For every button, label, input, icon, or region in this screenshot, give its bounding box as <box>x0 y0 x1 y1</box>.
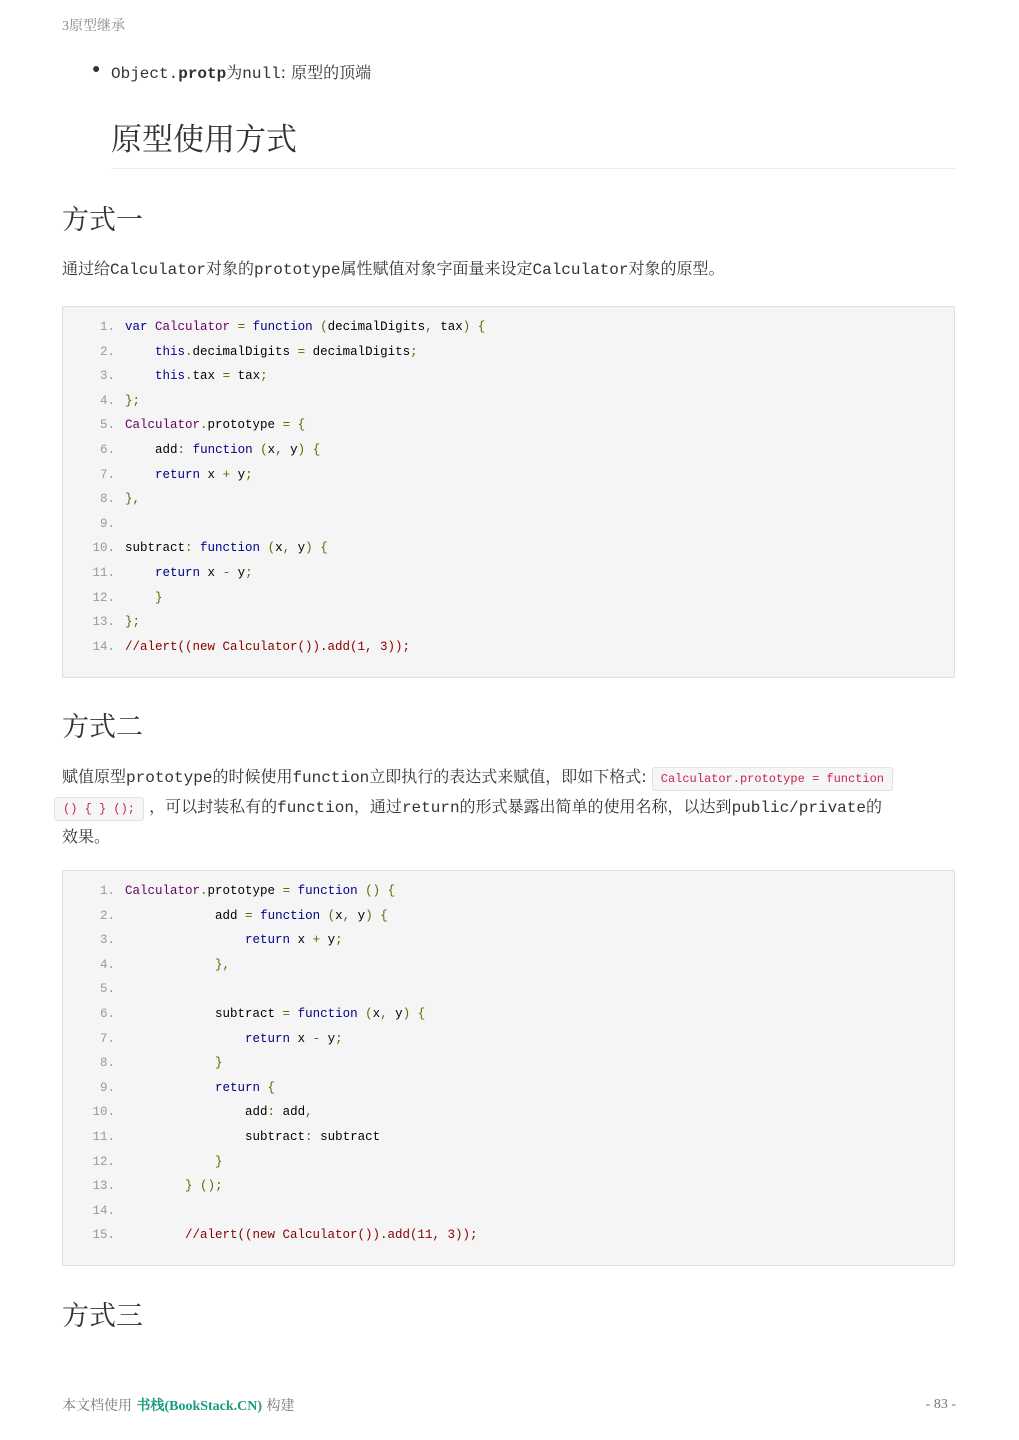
line-number: 9. <box>99 516 115 531</box>
code-text: return x + y; <box>245 933 343 948</box>
bullet-text <box>111 60 371 83</box>
line-number: 1. <box>99 320 115 334</box>
p-text: 属性赋值对象字面量来设定 <box>340 259 533 278</box>
p-code: function <box>277 799 354 817</box>
line-number: 5. <box>99 982 115 997</box>
code-text: }, <box>215 957 231 972</box>
way3-title: 方式三 <box>62 1301 143 1332</box>
p-text: 赋值原型 <box>62 767 127 786</box>
line-number: 10. <box>92 1105 115 1120</box>
p-text: 对象的 <box>206 259 255 278</box>
footer-credit <box>62 1395 295 1415</box>
code-text: //alert((new Calculator()).add(1, 3)); <box>125 639 411 654</box>
p-text: 通过给 <box>62 259 111 278</box>
code-text: add = function (x, y) { <box>215 908 388 923</box>
inline-code-2: () { } (); <box>54 797 144 821</box>
line-number: 7. <box>99 1031 115 1046</box>
line-number: 5. <box>99 418 115 433</box>
bullet-null: null <box>242 65 281 83</box>
bullet-bold: protp <box>178 65 227 83</box>
p-text: 效果。 <box>62 827 111 846</box>
line-number: 8. <box>99 1056 115 1071</box>
line-number: 14. <box>92 639 115 654</box>
code-text: Calculator.prototype = function () { <box>125 884 396 898</box>
way1-title: 方式一 <box>62 205 143 236</box>
footer-brand-link[interactable]: 书栈(BookStack.CN) <box>136 1399 263 1414</box>
bullet-mid: 为 <box>226 63 243 82</box>
code-text: } <box>215 1056 223 1071</box>
code-text: this.tax = tax; <box>155 369 268 384</box>
code-text: add: add, <box>245 1105 313 1120</box>
line-number: 6. <box>99 443 115 457</box>
code-text: subtract: subtract <box>245 1130 381 1144</box>
p-text: 立即执行的表达式来赋值，即如下格式: <box>369 767 652 786</box>
p-text: 对象的原型。 <box>628 259 725 278</box>
line-number: 11. <box>92 1130 115 1144</box>
bullet-icon: ● <box>92 62 101 78</box>
page-number: - 83 - <box>925 1397 956 1412</box>
code-text: }; <box>125 615 141 630</box>
p-code: Calculator <box>110 261 207 279</box>
code-text: return x - y; <box>155 566 253 580</box>
footer-text: 构建 <box>262 1398 295 1414</box>
line-number: 12. <box>92 1154 115 1169</box>
code-text: return { <box>215 1080 276 1095</box>
line-number: 8. <box>99 492 115 507</box>
line-number: 1. <box>99 884 115 898</box>
section-title-rule <box>111 168 956 169</box>
bullet-suffix: : 原型的顶端 <box>280 63 372 82</box>
code-text: } <box>215 1154 223 1169</box>
code-text: return x + y; <box>155 467 253 482</box>
code-text: }, <box>125 492 141 507</box>
code-text: subtract: function (x, y) { <box>125 541 328 556</box>
line-number: 3. <box>99 933 115 948</box>
code-text: add: function (x, y) { <box>155 443 321 457</box>
code-block-1 <box>62 306 955 678</box>
running-head: 3原型继承 <box>62 19 125 34</box>
code-text: this.decimalDigits = decimalDigits; <box>155 344 418 359</box>
line-number: 7. <box>99 467 115 482</box>
code-text: subtract = function (x, y) { <box>215 1007 426 1021</box>
line-number: 4. <box>99 393 115 408</box>
code-block-2 <box>62 870 955 1266</box>
p-text: 的形式暴露出简单的使用名称，以达到 <box>459 797 732 816</box>
code-text: }; <box>125 393 141 408</box>
line-number: 13. <box>92 1179 115 1194</box>
code-text: } <box>155 590 163 605</box>
code-text: return x - y; <box>245 1031 343 1046</box>
p-code: Calculator <box>532 261 629 279</box>
code-text: //alert((new Calculator()).add(11, 3)); <box>185 1228 478 1243</box>
line-number: 10. <box>92 541 115 556</box>
line-number: 11. <box>92 566 115 580</box>
line-number: 3. <box>99 369 115 384</box>
line-number: 9. <box>99 1080 115 1095</box>
p-code: public/private <box>731 799 866 817</box>
code-text: } (); <box>185 1179 223 1194</box>
p-text: ，通过 <box>353 797 402 816</box>
section-title: 原型使用方式 <box>111 122 297 158</box>
way2-title: 方式二 <box>62 712 143 743</box>
bullet-prefix: Object. <box>111 65 179 83</box>
p-text: 的 <box>865 797 882 816</box>
footer-text: 本文档使用 <box>62 1398 137 1414</box>
line-number: 2. <box>99 344 115 359</box>
p-code: prototype <box>254 261 341 279</box>
p-text: 的时候使用 <box>212 767 293 786</box>
p-code: function <box>292 769 370 787</box>
line-number: 13. <box>92 615 115 630</box>
code-text: Calculator.prototype = { <box>125 418 306 433</box>
way2-paragraph <box>62 763 944 851</box>
line-number: 4. <box>99 957 115 972</box>
line-number: 15. <box>92 1228 115 1243</box>
line-number: 14. <box>92 1203 115 1218</box>
inline-code-1: Calculator.prototype = function <box>652 767 893 791</box>
line-number: 12. <box>92 590 115 605</box>
p-code: prototype <box>126 769 213 787</box>
way1-paragraph <box>62 255 944 284</box>
line-number: 2. <box>99 908 115 923</box>
p-text: ，可以封装私有的 <box>144 797 278 816</box>
code-text: var Calculator = function (decimalDigits, tax) { <box>125 320 486 334</box>
line-number: 6. <box>99 1007 115 1021</box>
p-code: return <box>401 799 460 817</box>
